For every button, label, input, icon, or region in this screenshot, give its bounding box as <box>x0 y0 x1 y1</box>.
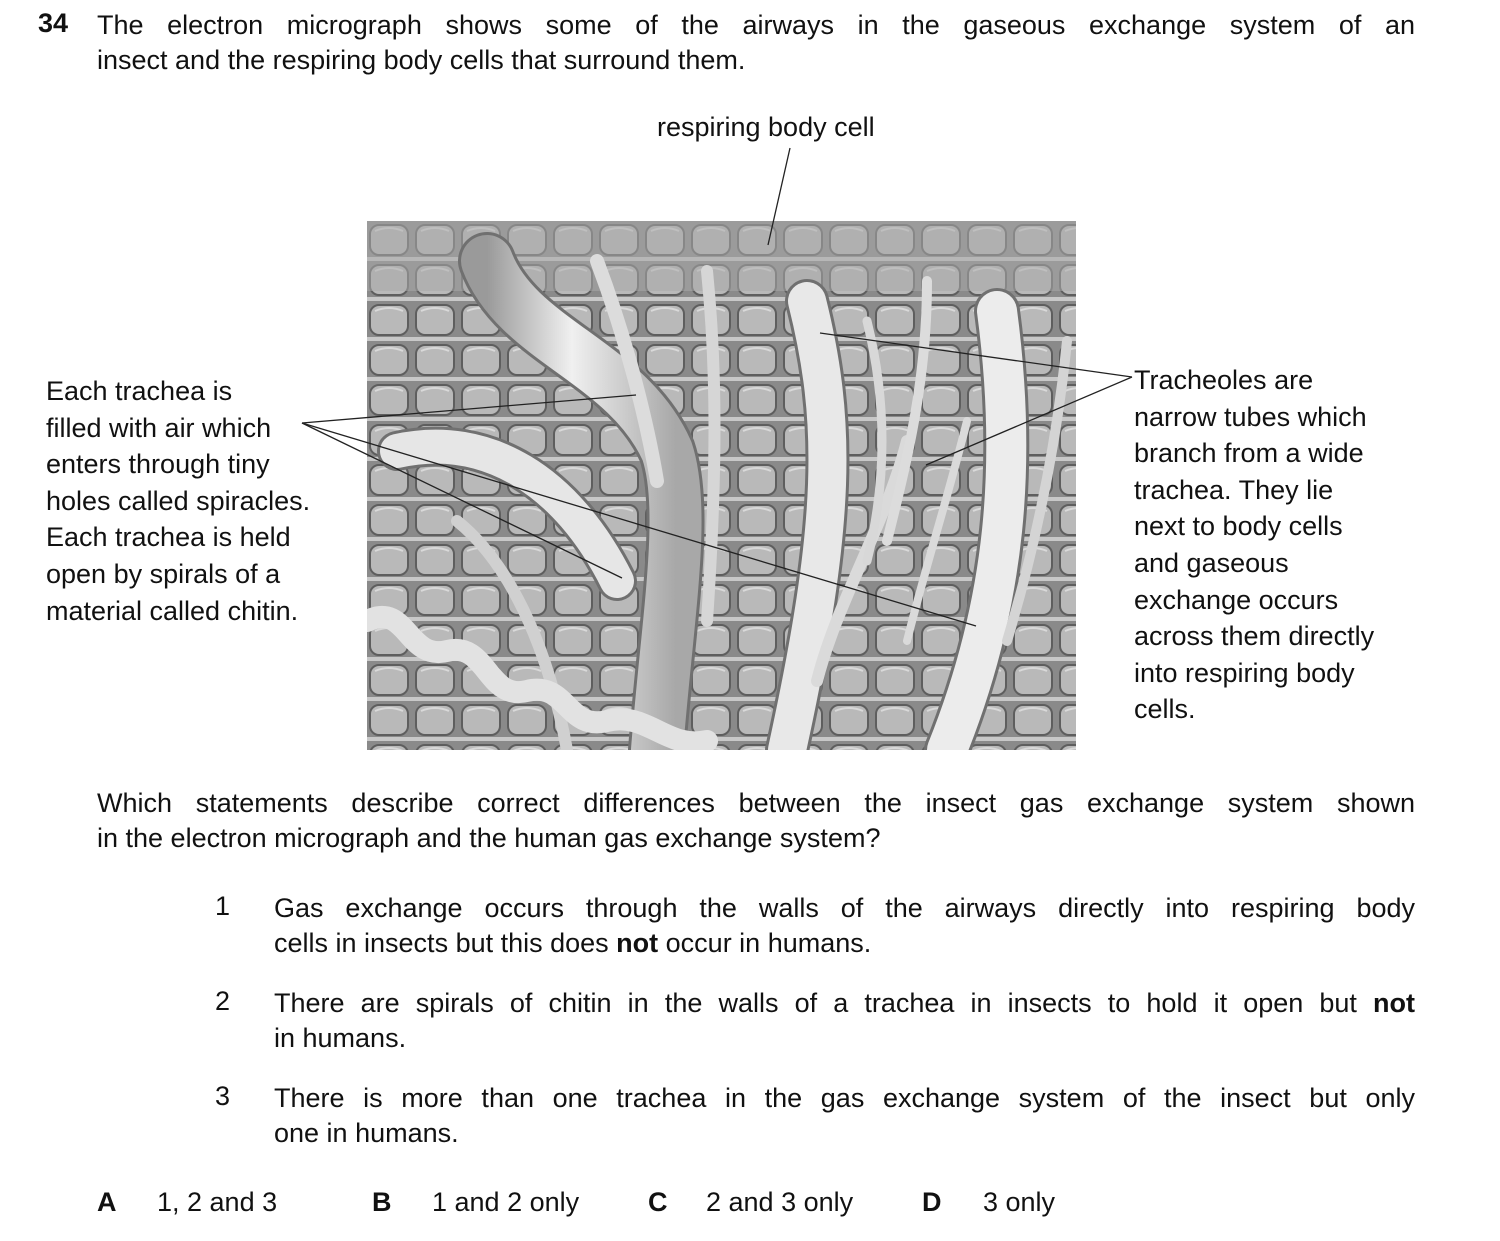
statement-line: There are spirals of chitin in the walls of a trachea in insects to hold it open but not <box>274 988 1415 1018</box>
question-number: 34 <box>38 8 69 38</box>
annotation-line: holes called spiracles. <box>46 485 311 516</box>
annotation-line: Tracheoles are <box>1134 365 1314 395</box>
option-b-letter[interactable]: B <box>372 1187 392 1217</box>
annotation-line: filled with air which <box>46 412 272 443</box>
annotation-line: branch from a wide <box>1134 438 1364 469</box>
annotation-line: open by spirals of a <box>46 558 281 589</box>
question-stem <box>97 8 1415 78</box>
option-b-text[interactable]: 1 and 2 only <box>432 1187 580 1217</box>
annotation-line: next to body cells <box>1134 511 1343 542</box>
question-prompt <box>97 786 1415 856</box>
emphasis-not: not <box>616 928 659 958</box>
annotation-line: narrow tubes which <box>1134 401 1367 432</box>
statement-line: one in humans. <box>274 1118 459 1148</box>
trachea-annotation <box>46 373 356 629</box>
option-c-text[interactable]: 2 and 3 only <box>706 1187 854 1217</box>
stem-line-2: insect and the respiring body cells that surround them. <box>97 45 746 75</box>
statement-line: cells in insects but this does not occur in humans. <box>274 928 872 958</box>
option-a-letter[interactable]: A <box>97 1187 117 1217</box>
stem-line-1: The electron micrograph shows some of the airways in the gaseous exchange system of an <box>97 10 1415 40</box>
emphasis-not: not <box>1373 988 1415 1018</box>
statement-number: 3 <box>215 1081 231 1111</box>
option-d-text[interactable]: 3 only <box>983 1187 1056 1217</box>
annotation-line: exchange occurs <box>1134 584 1339 615</box>
annotation-line: across them directly <box>1134 621 1375 652</box>
label-respiring-body-cell: respiring body cell <box>657 112 875 142</box>
option-a-text[interactable]: 1, 2 and 3 <box>157 1187 278 1217</box>
statement-number: 2 <box>215 986 231 1016</box>
statement-3 <box>274 1081 1415 1151</box>
tracheole-annotation <box>1134 362 1434 728</box>
statement-line: Gas exchange occurs through the walls of the airways directly into respiring body <box>274 893 1415 923</box>
annotation-line: into respiring body <box>1134 657 1355 688</box>
option-c-letter[interactable]: C <box>648 1187 668 1217</box>
electron-micrograph <box>367 221 1076 750</box>
statement-number: 1 <box>215 891 231 921</box>
annotation-line: and gaseous <box>1134 547 1289 578</box>
annotation-line: Each trachea is held <box>46 522 291 553</box>
annotation-line: cells. <box>1134 694 1196 725</box>
annotation-line: enters through tiny <box>46 449 270 480</box>
statement-line: There is more than one trachea in the gas exchange system of the insect but only <box>274 1083 1415 1113</box>
prompt-line-1: Which statements describe correct differences between the insect gas exchange system shown <box>97 788 1415 818</box>
option-d-letter[interactable]: D <box>922 1187 942 1217</box>
statement-line: in humans. <box>274 1023 407 1053</box>
annotation-line: Each trachea is <box>46 376 233 406</box>
statement-1 <box>274 891 1415 961</box>
annotation-line: trachea. They lie <box>1134 474 1334 505</box>
statement-2 <box>274 986 1415 1056</box>
annotation-line: material called chitin. <box>46 595 299 626</box>
prompt-line-2: in the electron micrograph and the human gas exchange system? <box>97 823 881 853</box>
